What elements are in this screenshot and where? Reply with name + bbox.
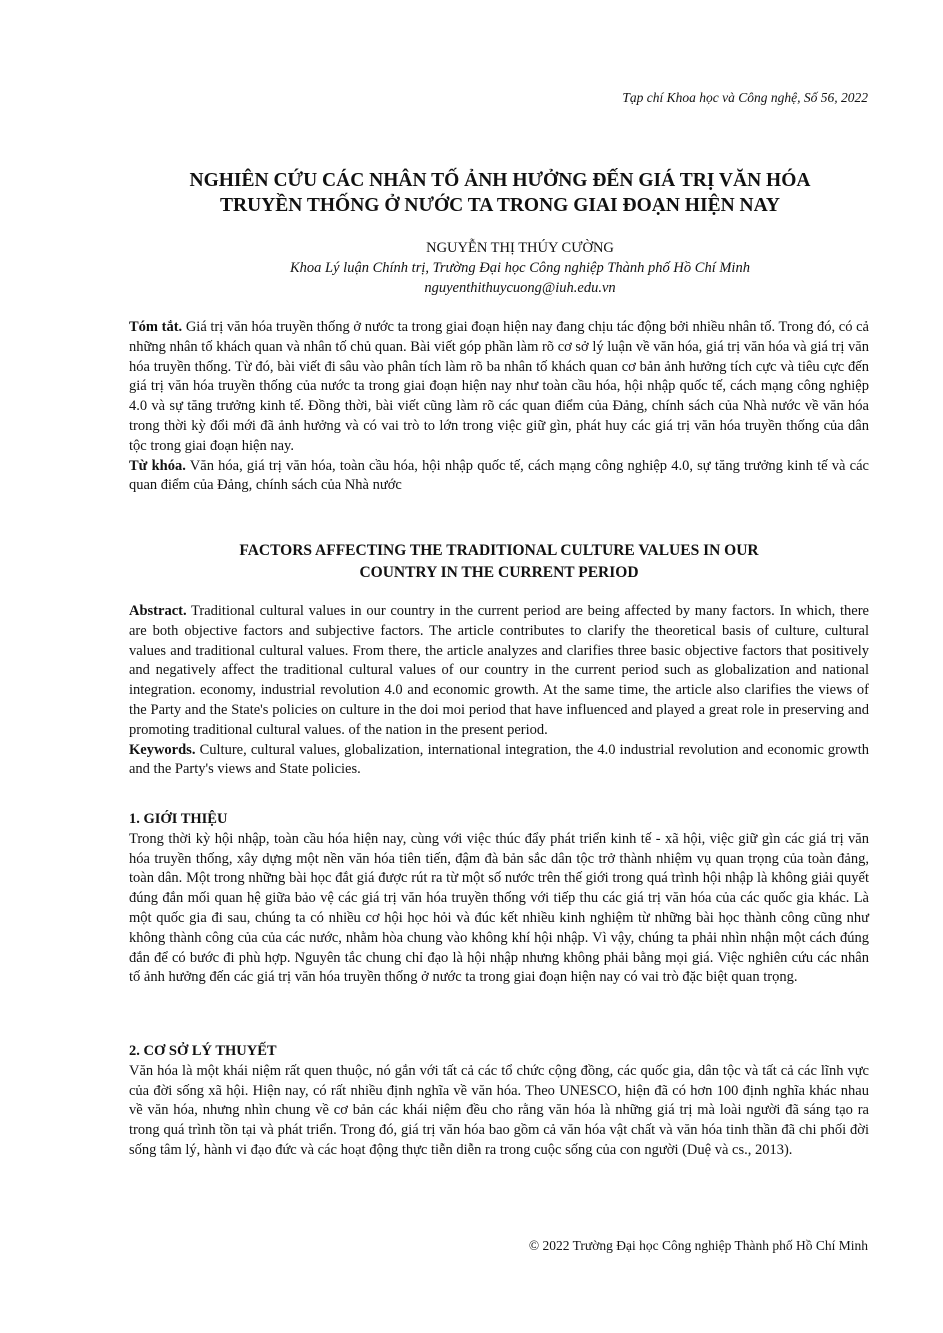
section-theory — [129, 1042, 869, 1161]
section1-text: Trong thời kỳ hội nhập, toàn cầu hóa hiện nay, cùng với việc thúc đẩy phát triển kinh tế - xã hội, việc giữ gìn các giá trị văn hóa truyền thống, xây dựng một nền văn hóa tiên tiến, đậm đà bản sắc dân tộc trở thành nhiệm vụ quan trọng của toàn đảng, toàn dân. Một trong những bài học đắt giá được rút ra từ một số nước trên thế giới trong quá trình hội nhập là không giải quyết đúng đắn mối quan hệ giữa bảo vệ các giá trị văn hóa truyền thống với tiếp thu các giá trị văn hóa của các quốc gia khác. Là một quốc gia đi sau, chúng ta có nhiều cơ hội học hỏi và đúc kết nhiều kinh nghiệm từ những bài học thành công cũng như không thành công của của các nước, nhằm hòa chung vào không khí hội nhập. Vì vậy, chúng ta phải nhìn nhận một cách đúng đắn để có bước đi phù hợp. Nguyên tắc chung chỉ đạo là hội nhập nhưng không phải bằng mọi giá. Việc nghiên cứu các nhân tố ảnh hưởng đến các giá trị văn hóa truyền thống ở nước ta trong giai đoạn hiện nay có vai trò đặc biệt quan trọng. — [129, 830, 869, 986]
title-line-2: TRUYỀN THỐNG Ở NƯỚC TA TRONG GIAI ĐOẠN HIỆN NAY — [220, 195, 780, 216]
en-title-line-2: COUNTRY IN THE CURRENT PERIOD — [359, 564, 639, 581]
author-affiliation: Khoa Lý luận Chính trị, Trường Đại học Công nghiệp Thành phố Hồ Chí Minh — [290, 260, 750, 276]
section2-text: Văn hóa là một khái niệm rất quen thuộc, nó gắn với tất cả các tổ chức cộng đồng, các quốc gia, dân tộc và tất cả các lĩnh vực của đời sống xã hội. Hiện nay, có rất nhiều định nghĩa về văn hóa. Theo UNESCO, hiện đã có hơn 100 định nghĩa khác nhau về văn hóa, nhưng nhìn chung về cơ bản các khái niệm đều cho rằng văn hóa là những giá trị mà loài người đã sáng tạo ra trong quá trình tồn tại và phát triển. Trong đó, giá trị văn hóa bao gồm cả văn hóa vật chất và văn hóa tinh thần đã chi phối đời sống tâm lý, hành vi đạo đức và các hoạt động thực tiễn diễn ra trong cuộc sống của con người (Duệ và cs., 2013). — [129, 1062, 869, 1158]
en-title-line-1: FACTORS AFFECTING THE TRADITIONAL CULTURE VALUES IN OUR — [239, 542, 759, 559]
keywords-en-text: Culture, cultural values, globalization, international integration, the 4.0 industrial revolution and economic growth and the Party's views and State policies. — [129, 741, 869, 778]
section1-heading: 1. GIỚI THIỆU — [129, 811, 228, 827]
section2-heading: 2. CƠ SỞ LÝ THUYẾT — [129, 1043, 277, 1059]
abstract-en-label: Abstract. — [129, 603, 187, 619]
keywords-en-label: Keywords. — [129, 741, 196, 758]
journal-header: Tạp chí Khoa học và Công nghệ, Số 56, 2022 — [622, 90, 868, 105]
title-line-1: NGHIÊN CỨU CÁC NHÂN TỐ ẢNH HƯỞNG ĐẾN GIÁ TRỊ VĂN HÓA — [189, 170, 811, 191]
keywords-vi-label: Từ khóa. — [129, 457, 186, 474]
author-email: nguyenthithuycuong@iuh.edu.vn — [424, 280, 616, 296]
paper-title-en — [129, 540, 869, 584]
author-block — [190, 238, 850, 298]
paper-title-vi — [100, 168, 900, 218]
copyright-footer: © 2022 Trường Đại học Công nghiệp Thành phố Hồ Chí Minh — [528, 1238, 868, 1253]
keywords-vi-text: Văn hóa, giá trị văn hóa, toàn cầu hóa, hội nhập quốc tế, cách mạng công nghiệp 4.0, sự tăng trưởng kinh tế và các quan điểm của Đảng, chính sách của Nhà nước — [129, 457, 869, 494]
abstract-vi — [129, 318, 869, 496]
section-introduction — [129, 810, 869, 988]
abstract-vi-label: Tóm tắt. — [129, 319, 183, 335]
author-name: NGUYỄN THỊ THÚY CƯỜNG — [426, 240, 614, 256]
abstract-en-text: Traditional cultural values in our country in the current period are being affected by many factors. In which, there are both objective factors and subjective factors. The article contributes to clarify the theoretical basis of culture, cultural values and traditional cultural values. From there, the article analyzes and clarifies three basic objective factors that positively and negatively affect the traditional cultural values of our country in the current period such as globalization and national integration. economy, industrial revolution 4.0 and economic growth. At the same time, the article also clarifies the views of the Party and the State's policies on culture in the doi moi period that have influenced and played a great role in preserving and promoting traditional cultural values. of the nation in the present period. — [129, 603, 869, 738]
abstract-vi-text: Giá trị văn hóa truyền thống ở nước ta trong giai đoạn hiện nay đang chịu tác động bởi nhiều nhân tố. Trong đó, có cả những nhân tố khách quan và nhân tố chủ quan. Bài viết góp phần làm rõ cơ sở lý luận về văn hóa, giá trị văn hóa và giá trị văn hóa truyền thống. Từ đó, bài viết đi sâu vào phân tích làm rõ ba nhân tố khách quan cơ bản ảnh hưởng tích cực và tiêu cực đến giá trị văn hóa truyền thống của nước ta trong giai đoạn hiện nay như toàn cầu hóa, hội nhập quốc tế, cách mạng công nghiệp 4.0 và sự tăng trưởng kinh tế. Đồng thời, bài viết cũng làm rõ các quan điểm của Đảng, chính sách của Nhà nước về văn hóa trong thời kỳ đổi mới đã ảnh hưởng và có vai trò to lớn trong việc giữ gìn, phát huy các giá trị văn hóa truyền thống của dân tộc trong giai đoạn hiện nay. — [129, 319, 869, 454]
abstract-en — [129, 602, 869, 780]
